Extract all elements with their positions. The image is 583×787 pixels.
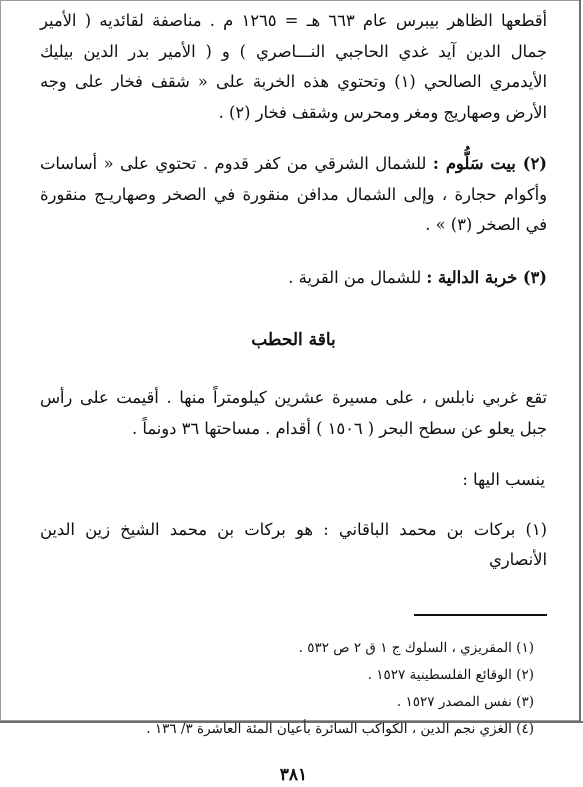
paragraph-5: ينسب اليها : <box>462 470 545 489</box>
paragraph-2-text: للشمال الشرقي من كفر قدوم . تحتوي على « أساسات وأكوام حجارة ، وإلى الشمال مدافن منقورة في الصخر وصهاريـج منقورة في الصخر (٣) » . <box>40 154 547 234</box>
footnote-1: (١) المقريزي ، السلوك ج ١ ق ٢ ص ٥٣٢ . <box>298 639 534 656</box>
section-heading: باقة الحطب <box>251 330 336 350</box>
paragraph-3-text: للشمال من القرية . <box>288 267 427 287</box>
footnote-4: (٤) الغزي نجم الدين ، الكواكب السائرة بأعيان المئة العاشرة ٣/ ١٣٦ . <box>146 720 534 737</box>
footnotes <box>40 635 547 743</box>
paragraph-1: أقطعها الظاهر بيبرس عام ٦٦٣ هـ = ١٢٦٥ م . مناصفة لقائديه ( الأمير جمال الدين آيد غدي الحاجبي النـــاصري ) و ( الأمير بدر الدين بيليك الأيدمري الصالحي (١) وتحتوي هذه الخربة على « شقف فخار على وجه الأرض وصهاريج ومغر ومحرس وشقف فخار (٢) . <box>40 11 547 122</box>
paragraph-2 <box>40 149 547 241</box>
footnote-separator <box>414 614 547 616</box>
paragraph-4: تقع غربي نابلس ، على مسيرة عشرين كيلومتراً منها . أقيمت على رأس جبل يعلو عن سطح البحر ( ١٥٠٦ ) أقدام . مساحتها ٣٦ دونماً . <box>40 388 547 438</box>
footnote-3: (٣) نفس المصدر ١٥٢٧ . <box>396 693 534 710</box>
paragraph-3-label: (٣) خربة الدالية : <box>426 267 547 287</box>
document-page <box>40 4 547 787</box>
paragraph-6: (١) بركات بن محمد الباقاني : هو بركات بن محمد الشيخ زين الدين الأنصاري <box>40 519 547 569</box>
page-number: ٣٨١ <box>279 764 308 785</box>
frame-shadow-right <box>579 0 581 721</box>
paragraph-2-label: (٢) بيت سَلُّوم : <box>432 154 547 173</box>
paragraph-3 <box>40 263 547 294</box>
footnote-2: (٢) الوقائع الفلسطينية ١٥٢٧ . <box>367 666 534 683</box>
